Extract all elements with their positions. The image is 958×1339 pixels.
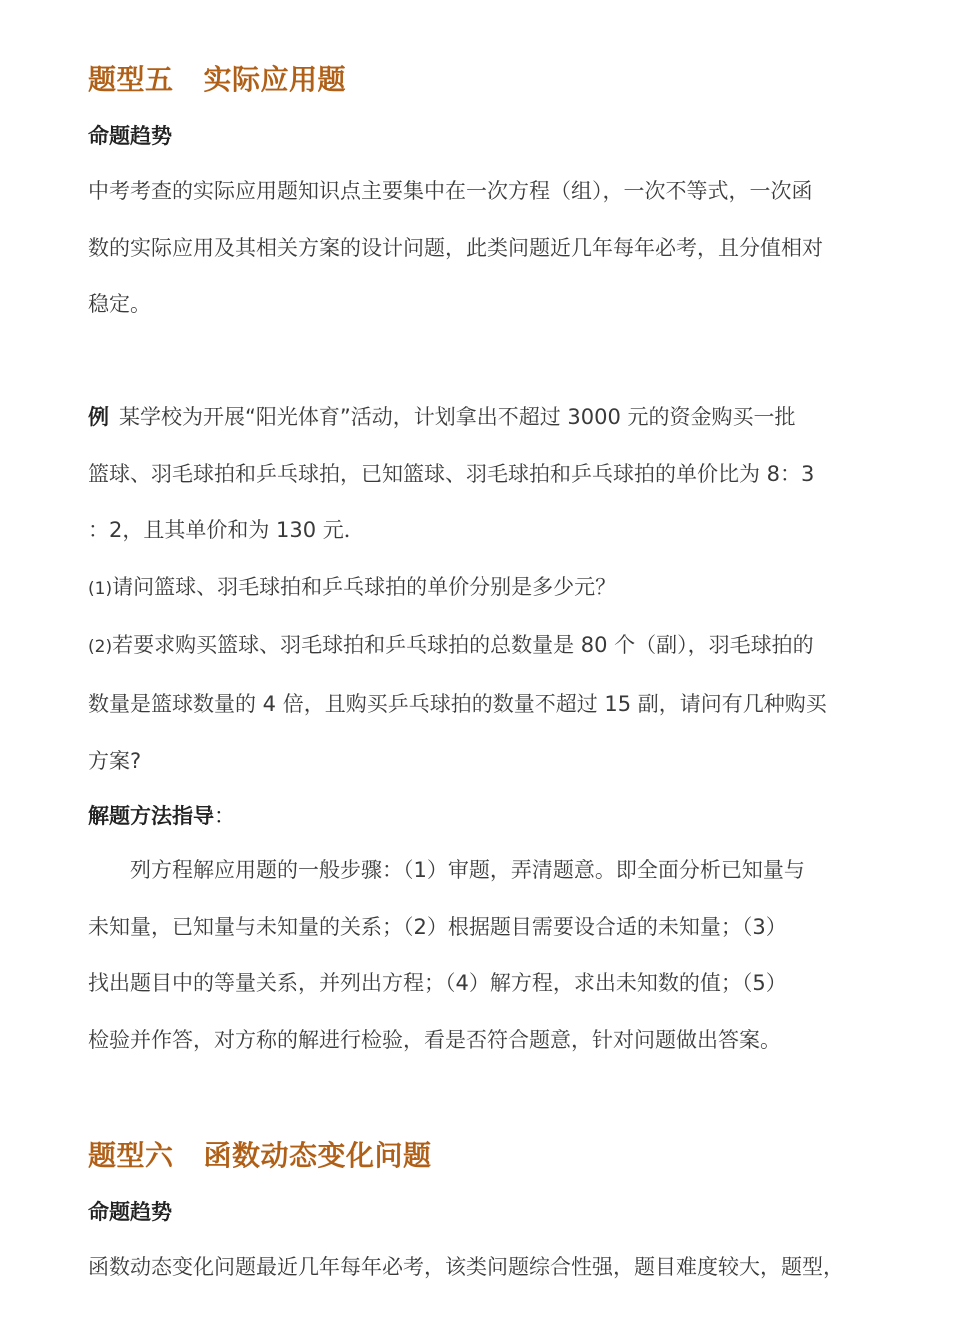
trend-line: 中考考查的实际应用题知识点主要集中在一次方程（组），一次不等式，一次函 bbox=[88, 179, 813, 203]
trend-line: 数的实际应用及其相关方案的设计问题，此类问题近几年每年必考，且分值相对 bbox=[88, 235, 823, 260]
question-2-line: 数量是篮球数量的 4 倍，且购买乒乓球拍的数量不超过 15 副，请问有几种购买 bbox=[88, 691, 827, 716]
method-line: 未知量，已知量与未知量的关系；（2）根据题目需要设合适的未知量；（3） bbox=[88, 914, 787, 939]
question-2-line: 方案? bbox=[88, 748, 142, 773]
section-6-name: 函数动态变化问题 bbox=[203, 1139, 432, 1172]
section-5-trend-paragraph bbox=[88, 163, 848, 333]
section-5-name: 实际应用题 bbox=[203, 63, 347, 96]
example-line: 篮球、羽毛球拍和乒乓球拍，已知篮球、羽毛球拍和乒乓球拍的单价比为 8：3 bbox=[88, 461, 815, 486]
example-line: ：2，且其单价和为 130 元． bbox=[88, 518, 365, 543]
method-heading-text: 解题方法指导 bbox=[88, 804, 214, 828]
question-1-number: (1) bbox=[88, 578, 113, 599]
method-heading bbox=[88, 800, 848, 830]
trend-line: 函数动态变化问题最近几年每年必考，该类问题综合性强，题目难度较大，题型， bbox=[88, 1255, 844, 1279]
example-line bbox=[88, 389, 848, 446]
section-5-number: 题型五 bbox=[88, 63, 174, 96]
method-line: 列方程解应用题的一般步骤：（1）审题，弄清题意。即全面分析已知量与 bbox=[130, 858, 805, 882]
question-2-text: 若要求购买篮球、羽毛球拍和乒乓球拍的总数量是 80 个（副），羽毛球拍的 bbox=[112, 633, 814, 658]
method-line: 检验并作答，对方称的解进行检验，看是否符合题意，针对问题做出答案。 bbox=[88, 1027, 781, 1052]
example-text: 某学校为开展“阳光体育”活动，计划拿出不超过 3000 元的资金购买一批 bbox=[119, 405, 796, 429]
trend-line: 稳定。 bbox=[88, 292, 151, 317]
section-5-trend-heading: 命题趋势 bbox=[88, 124, 172, 148]
section-5-title bbox=[88, 58, 848, 98]
question-1-text: 请问篮球、羽毛球拍和乒乓球拍的单价分别是多少元？ bbox=[112, 574, 617, 599]
question-1 bbox=[88, 559, 848, 618]
section-6-title bbox=[88, 1134, 848, 1174]
question-2 bbox=[88, 617, 848, 676]
section-6-trend-heading: 命题趋势 bbox=[88, 1200, 172, 1224]
example-problem bbox=[88, 389, 848, 789]
method-paragraph bbox=[88, 842, 848, 1068]
section-6-number: 题型六 bbox=[88, 1139, 174, 1172]
question-2-number: (2) bbox=[88, 637, 113, 658]
method-heading-colon: ： bbox=[214, 804, 235, 828]
example-label: 例 bbox=[88, 405, 109, 429]
method-line: 找出题目中的等量关系，并列出方程；（4）解方程，求出未知数的值；（5） bbox=[88, 971, 787, 996]
section-6-trend-paragraph bbox=[88, 1239, 848, 1296]
